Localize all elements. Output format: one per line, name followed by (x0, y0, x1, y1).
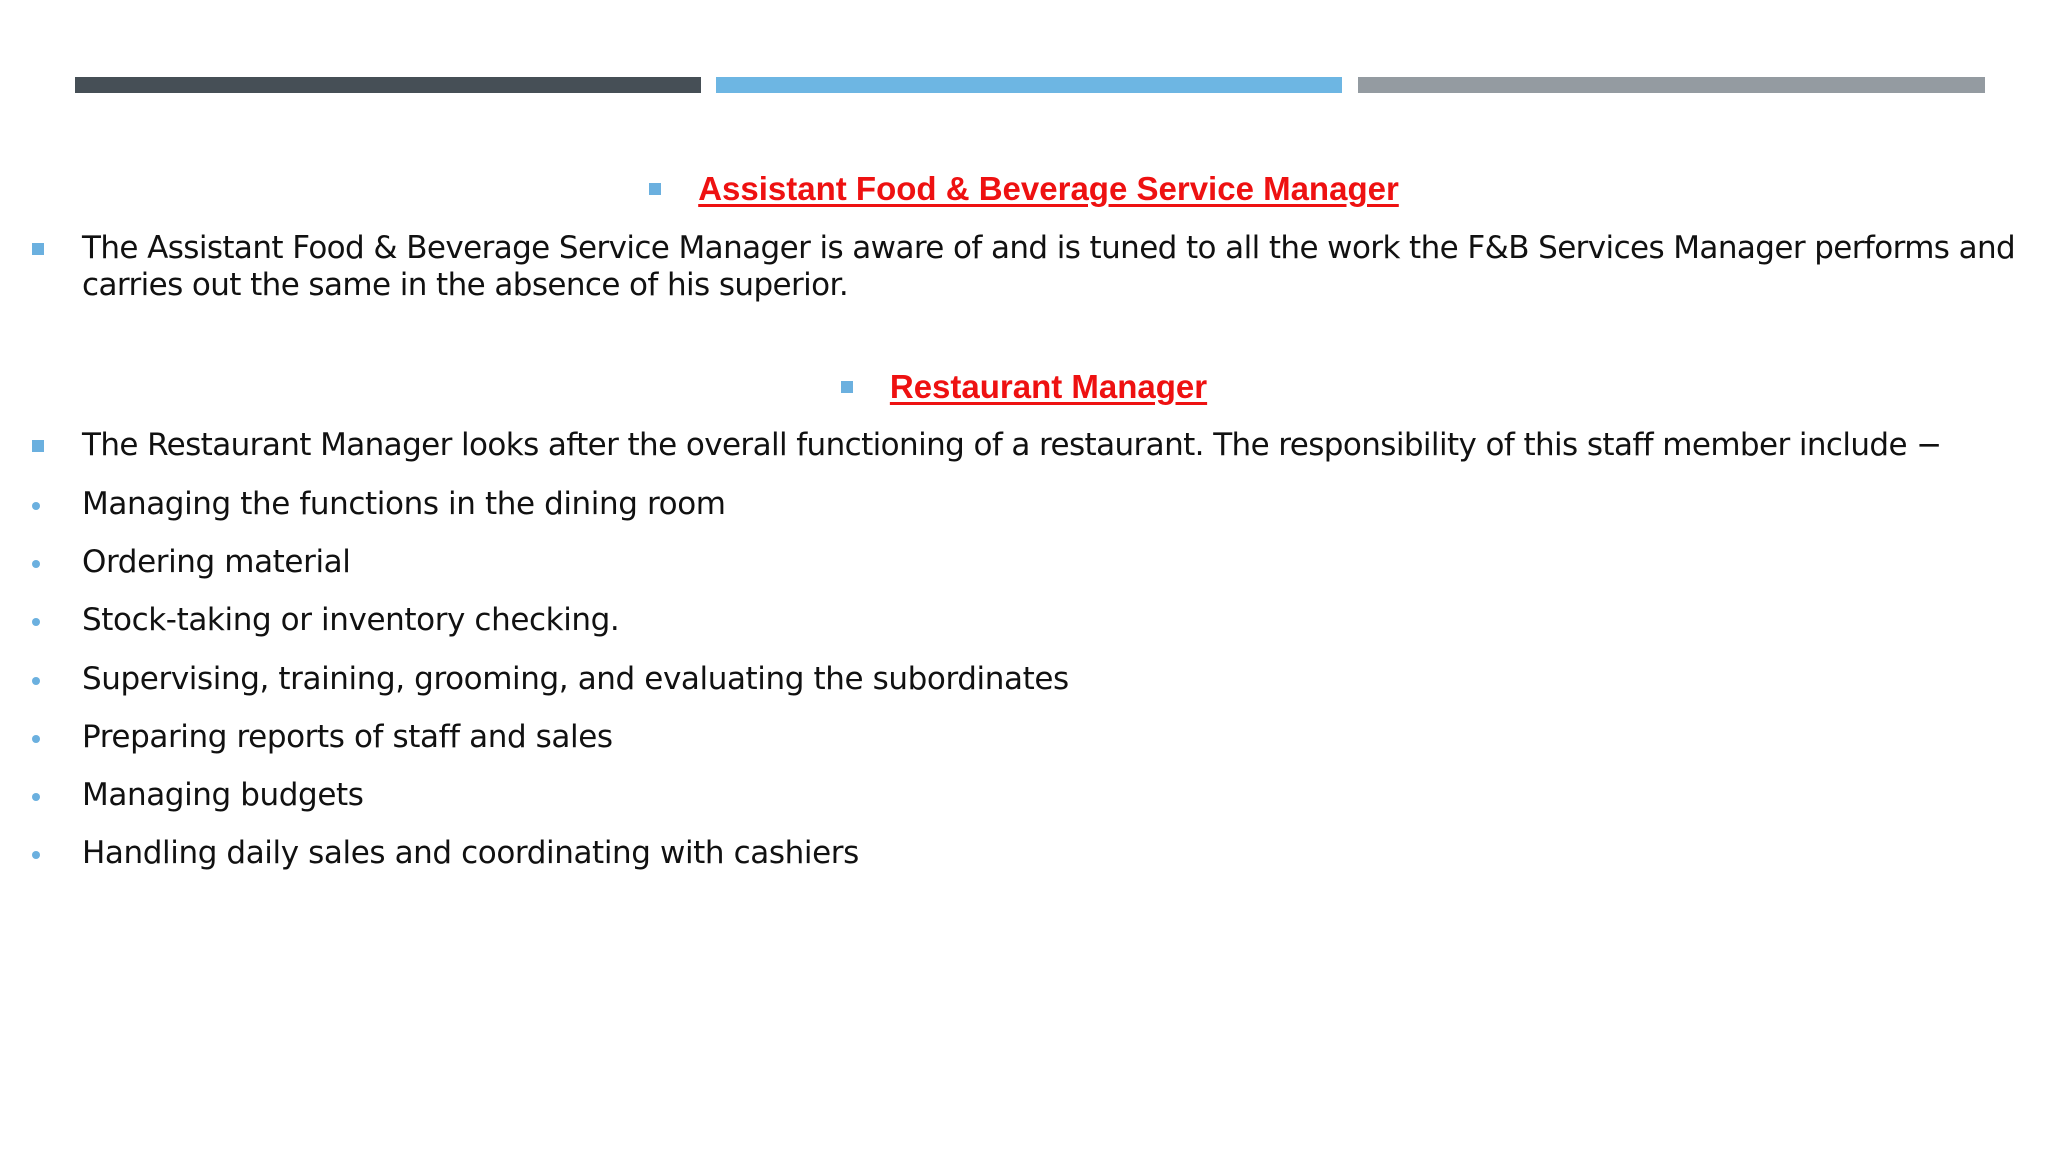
square-bullet-icon (32, 440, 44, 452)
dot-bullet-icon (32, 677, 40, 685)
dot-bullet-icon (32, 735, 40, 743)
accent-bar-blue (716, 77, 1342, 93)
dot-bullet-icon (32, 851, 40, 859)
square-bullet-icon (649, 183, 661, 195)
section-heading: Assistant Food & Beverage Service Manager (698, 170, 1399, 207)
accent-bar-gray (1358, 77, 1985, 93)
section-paragraph: The Restaurant Manager looks after the overall functioning of a restaurant. The responsibility of this staff member include − (82, 427, 1942, 463)
accent-bar-dark (75, 77, 701, 93)
section-paragraph: The Assistant Food & Beverage Service Manager is aware of and is tuned to all the work the F&B Services Manager performs and carries out the same in the absence of his superior. (82, 230, 2016, 303)
list-item: Supervising, training, grooming, and evaluating the subordinates (82, 661, 1069, 697)
list-item: Ordering material (82, 544, 351, 580)
accent-bars (75, 77, 1985, 93)
list-item: Handling daily sales and coordinating with cashiers (82, 835, 859, 871)
section-heading-row (0, 368, 2048, 412)
list-item: Managing the functions in the dining room (82, 486, 726, 522)
list-item: Stock-taking or inventory checking. (82, 602, 620, 638)
dot-bullet-icon (32, 560, 40, 568)
section-heading: Restaurant Manager (889, 368, 1208, 405)
section-heading-row (0, 170, 2048, 214)
square-bullet-icon (32, 243, 44, 255)
dot-bullet-icon (32, 502, 40, 510)
dot-bullet-icon (32, 618, 40, 626)
square-bullet-icon (841, 381, 853, 393)
list-item: Preparing reports of staff and sales (82, 719, 613, 755)
dot-bullet-icon (32, 793, 40, 801)
list-item: Managing budgets (82, 777, 364, 813)
